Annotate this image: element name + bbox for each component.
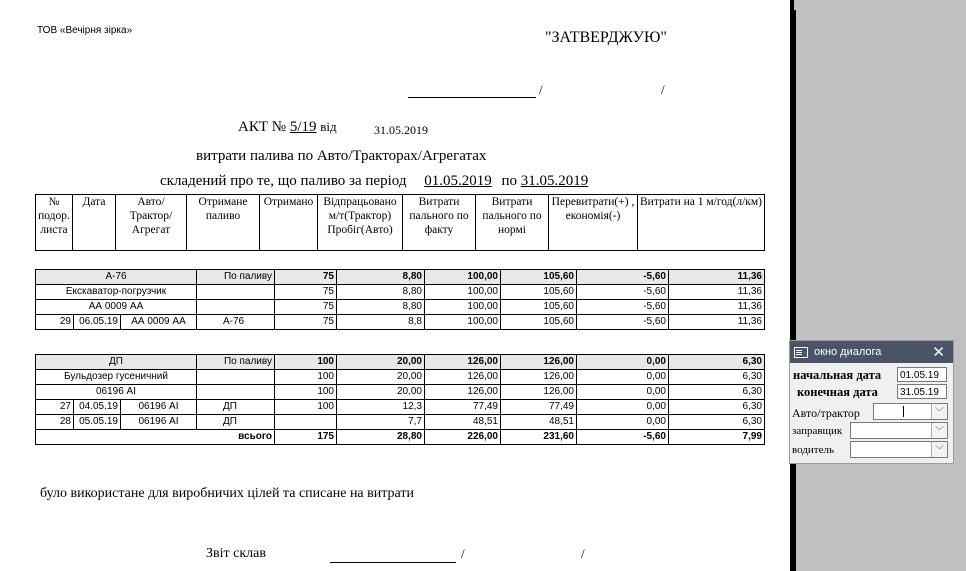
cell: Екскаватор-погрузчик (36, 285, 197, 300)
period-to: 31.05.2019 (520, 173, 589, 189)
col-header: Витрати пального по факту (403, 195, 476, 251)
cell: АА 0009 АА (36, 300, 197, 315)
cell: 11,36 (669, 300, 765, 315)
cell: 0,00 (577, 355, 669, 370)
cell: 11,36 (669, 270, 765, 285)
cell: 06.05.19 (74, 315, 121, 330)
cell: 100,00 (425, 285, 501, 300)
subgroup-row (36, 285, 765, 300)
cell: 20,00 (337, 355, 425, 370)
company-name: ТОВ «Вечірня зірка» (37, 25, 133, 36)
cell: 6,30 (669, 400, 765, 415)
subgroup-row (36, 370, 765, 385)
chevron-down-icon[interactable]: ﹀ (931, 423, 947, 438)
act-title (238, 119, 337, 136)
form-icon (794, 347, 808, 358)
col-header: Витрати пального по нормі (476, 195, 549, 251)
cell: 100,00 (425, 270, 501, 285)
cell: 48,51 (501, 415, 577, 430)
dialog-titlebar[interactable] (790, 341, 953, 363)
cell: 77,49 (501, 400, 577, 415)
col-header: Отримане паливо (187, 195, 260, 251)
group-name: А-76 (36, 270, 197, 285)
cell: 28 (36, 415, 74, 430)
cell: 105,60 (501, 285, 577, 300)
cell (197, 300, 275, 315)
act-from: від (320, 119, 337, 134)
col-header: Отримано (260, 195, 318, 251)
cell: ДП (197, 400, 275, 415)
vehicle-select[interactable] (873, 403, 948, 420)
start-date-label: начальная дата (793, 368, 882, 382)
period-prefix: складений про те, що паливо за період (160, 173, 407, 189)
cell: 06196 АІ (121, 400, 197, 415)
cell: 100,00 (425, 315, 501, 330)
cell: ДП (197, 415, 275, 430)
cell: 8,80 (337, 300, 425, 315)
cell: 48,51 (425, 415, 501, 430)
report-by-label: Звіт склав (206, 546, 266, 561)
subgroup-row (36, 385, 765, 400)
signature-slash-2: / (661, 82, 665, 97)
cell: 100 (275, 370, 337, 385)
start-date-input[interactable]: 01.05.19 (897, 367, 947, 382)
cell: -5,60 (577, 315, 669, 330)
cell: 29 (36, 315, 74, 330)
period-to-label: по (501, 173, 517, 189)
cell: 6,30 (669, 415, 765, 430)
period-from: 01.05.2019 (424, 173, 492, 189)
col-header: Відпрацьовано м/т(Трактор) Пробіг(Авто) (318, 195, 403, 251)
chevron-down-icon[interactable]: ﹀ (931, 404, 947, 419)
group-dp-table (35, 354, 765, 445)
cell (275, 415, 337, 430)
cell: Бульдозер гусеничний (36, 370, 197, 385)
group-name: ДП (36, 355, 197, 370)
cell: 75 (275, 300, 337, 315)
col-header: Дата (73, 195, 116, 251)
group-a76-table (35, 269, 765, 330)
total-label: всього (36, 430, 275, 445)
cell: 126,00 (501, 370, 577, 385)
cell: 6,30 (669, 355, 765, 370)
cell: 0,00 (577, 415, 669, 430)
cell: 75 (275, 315, 337, 330)
cell: 126,00 (425, 385, 501, 400)
dialog-title: окно диалога (814, 346, 882, 358)
cell: 100 (275, 355, 337, 370)
report-slash-1: / (461, 546, 465, 561)
cell: 7,7 (337, 415, 425, 430)
group-row (36, 270, 765, 285)
cell: 28,80 (337, 430, 425, 445)
table-header (35, 194, 765, 251)
cell: 0,00 (577, 400, 669, 415)
cell: 06196 АІ (36, 385, 197, 400)
approve-heading: "ЗАТВЕРДЖУЮ" (545, 29, 667, 46)
report-slash-2: / (581, 546, 585, 561)
cell: 6,30 (669, 385, 765, 400)
cell: 20,00 (337, 385, 425, 400)
cell: 8,80 (337, 285, 425, 300)
cell: 126,00 (501, 355, 577, 370)
cell: АА 0009 АА (121, 315, 197, 330)
cell: 8,8 (337, 315, 425, 330)
cell: 20,00 (337, 370, 425, 385)
cell (197, 385, 275, 400)
col-header: Авто/Трактор/ Агрегат (116, 195, 187, 251)
cell: 11,36 (669, 285, 765, 300)
cell: -5,60 (577, 270, 669, 285)
cell: 100,00 (425, 300, 501, 315)
cell: 126,00 (425, 355, 501, 370)
cell: 11,36 (669, 315, 765, 330)
cell: 7,99 (669, 430, 765, 445)
report-signature-line (330, 562, 456, 563)
col-header: Витрати на 1 м/год(л/км) (638, 195, 765, 251)
chevron-down-icon[interactable]: ﹀ (931, 442, 947, 457)
signature-line (408, 97, 536, 98)
cell: 06196 АІ (121, 415, 197, 430)
col-header: Перевитрати(+) , економія(-) (549, 195, 638, 251)
cell: 12,3 (337, 400, 425, 415)
signature-slash-1: / (539, 82, 543, 97)
cell: 175 (275, 430, 337, 445)
subgroup-row (36, 300, 765, 315)
footer-text: було використане для виробничих цілей та списане на витрати (40, 486, 415, 501)
cell: 05.05.19 (74, 415, 121, 430)
cell: А-76 (197, 315, 275, 330)
cell: 6,30 (669, 370, 765, 385)
period-line (160, 173, 588, 190)
dialog-window (789, 340, 954, 464)
cell: 77,49 (425, 400, 501, 415)
table-row (36, 400, 765, 415)
cell: 126,00 (501, 385, 577, 400)
cell: -5,60 (577, 430, 669, 445)
act-date: 31.05.2019 (374, 123, 428, 137)
end-date-label: конечная дата (797, 385, 878, 399)
act-label: АКТ № (238, 119, 287, 135)
cell: 0,00 (577, 370, 669, 385)
close-icon[interactable]: ✕ (932, 344, 945, 361)
act-subtitle: витрати палива по Авто/Тракторах/Агрегатах (196, 148, 487, 164)
cell: 126,00 (425, 370, 501, 385)
col-header: № подор. листа (36, 195, 73, 251)
cell (197, 370, 275, 385)
cell: 04.05.19 (74, 400, 121, 415)
cell: 105,60 (501, 315, 577, 330)
cell (197, 285, 275, 300)
cell: 27 (36, 400, 74, 415)
cell: 75 (275, 270, 337, 285)
total-row (36, 430, 765, 445)
fueler-label: заправщик (792, 425, 843, 437)
vehicle-label: Авто/трактор (792, 406, 860, 420)
cell: 100 (275, 400, 337, 415)
table-row (36, 315, 765, 330)
text-caret (903, 406, 904, 417)
cell: 75 (275, 285, 337, 300)
cell: 0,00 (577, 385, 669, 400)
cell: -5,60 (577, 285, 669, 300)
group-fuel: По паливу (197, 355, 275, 370)
group-fuel: По паливу (197, 270, 275, 285)
act-number: 5/19 (289, 119, 317, 135)
page-shadow (790, 10, 796, 571)
group-row (36, 355, 765, 370)
driver-select[interactable] (850, 441, 948, 458)
cell: 8,80 (337, 270, 425, 285)
cell: 105,60 (501, 270, 577, 285)
cell: 105,60 (501, 300, 577, 315)
table-row (36, 415, 765, 430)
cell: 226,00 (425, 430, 501, 445)
cell: 231,60 (501, 430, 577, 445)
cell: -5,60 (577, 300, 669, 315)
end-date-input[interactable]: 31.05.19 (897, 384, 947, 399)
fueler-select[interactable] (850, 422, 948, 439)
cell: 100 (275, 385, 337, 400)
driver-label: водитель (792, 444, 834, 456)
